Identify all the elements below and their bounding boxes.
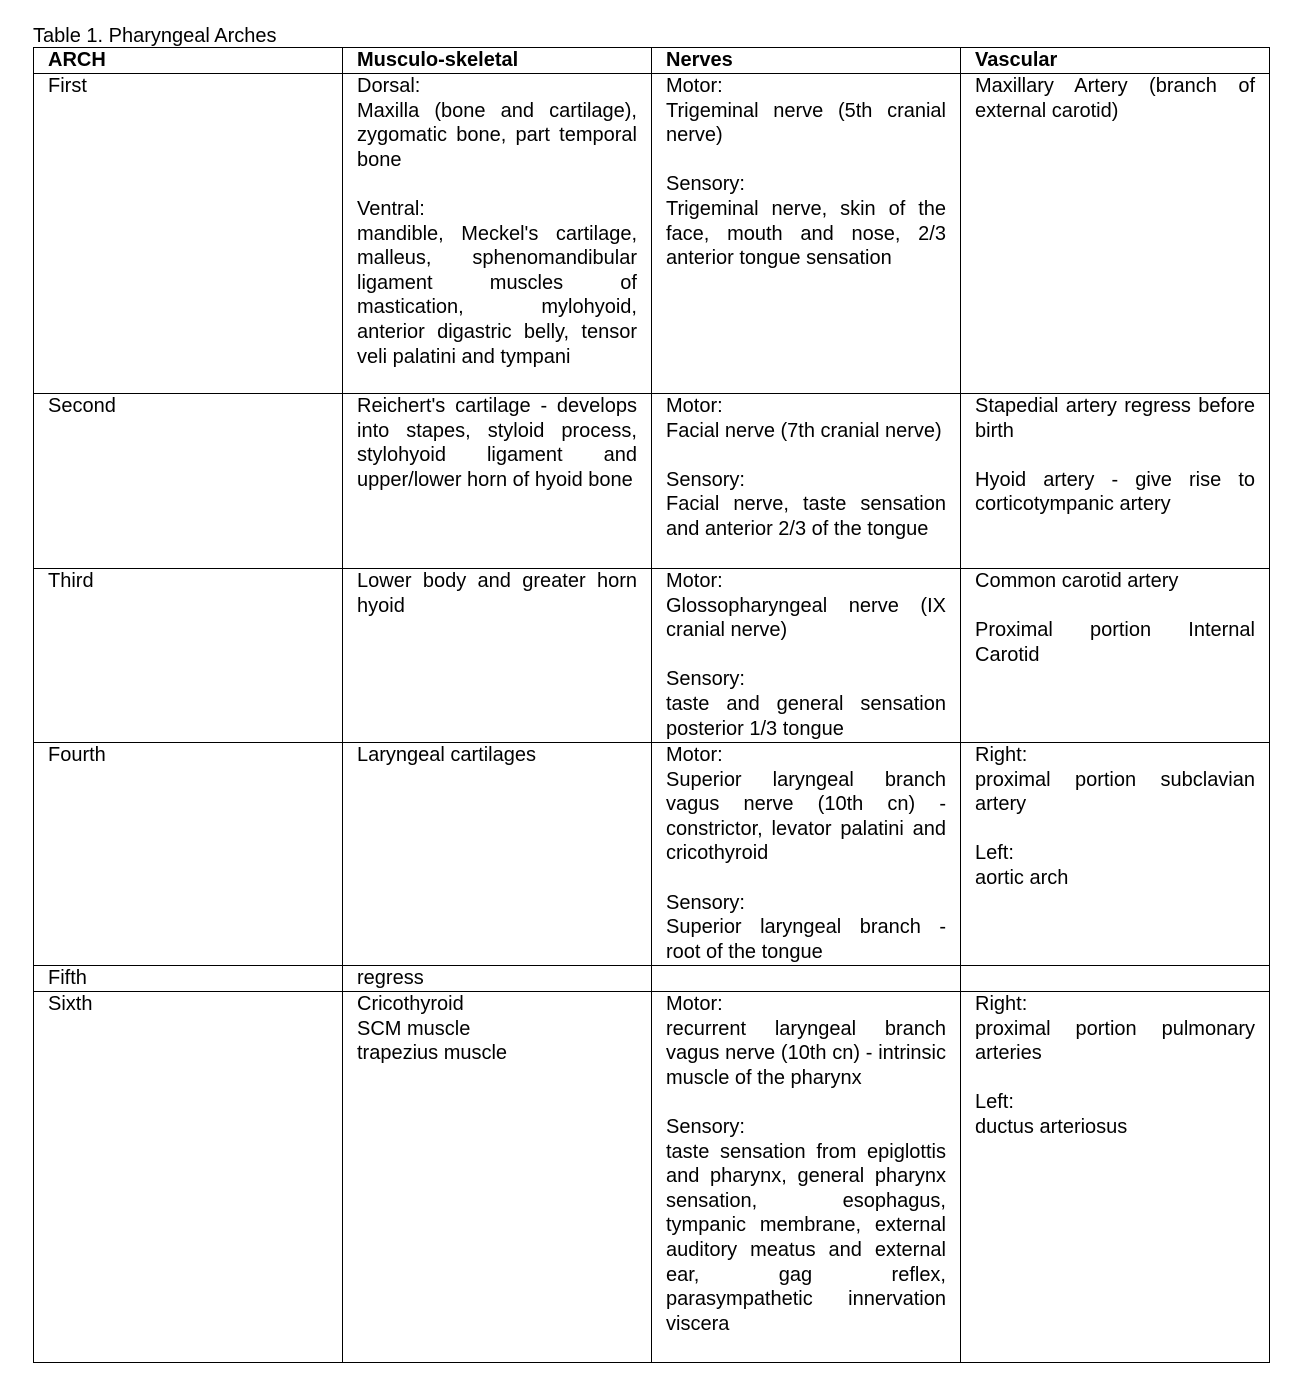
musculo-cell <box>343 992 652 1363</box>
header-vascular: Vascular <box>961 48 1270 74</box>
nerves-cell <box>652 992 961 1363</box>
sensory-text: Superior laryngeal branch - root of the tongue <box>666 916 946 963</box>
musculo-line: trapezius muscle <box>357 1042 508 1065</box>
musculo-text: Laryngeal cartilages <box>357 744 536 766</box>
vascular-text: Maxillary Artery (branch of external carotid) <box>975 75 1255 122</box>
vascular-cell <box>961 569 1270 743</box>
musculo-cell <box>343 74 652 394</box>
ventral-label: Ventral: <box>357 197 425 220</box>
table-caption: Table 1. Pharyngeal Arches <box>33 25 277 47</box>
motor-text: Glossopharyngeal nerve (IX cranial nerve) <box>666 594 946 642</box>
ventral-text: mandible, Meckel's cartilage, malleus, sphenomandibular ligament muscles of mastication, mylohyoid, anterior digastric belly, tensor veli palatini and tympani <box>357 222 637 368</box>
motor-text: Superior laryngeal branch vagus nerve (10th cn) - constrictor, levator palatini and cricothyroid <box>666 768 946 865</box>
vascular-text: Proximal portion Internal Carotid <box>975 619 1255 666</box>
nerves-cell <box>652 394 961 569</box>
header-arch: ARCH <box>34 48 343 74</box>
left-text: ductus arteriosus <box>975 1115 1128 1138</box>
table-row <box>34 74 1270 394</box>
dorsal-label: Dorsal: <box>357 75 421 97</box>
pharyngeal-arches-table <box>33 47 1270 1363</box>
sensory-text: Facial nerve, taste sensation and anterior 2/3 of the tongue <box>666 493 946 540</box>
right-label: Right: <box>975 744 1028 766</box>
nerves-cell <box>652 743 961 966</box>
table-row <box>34 394 1270 569</box>
sensory-label: Sensory: <box>666 1115 745 1138</box>
nerves-cell <box>652 966 961 992</box>
motor-label: Motor: <box>666 744 723 766</box>
musculo-cell <box>343 394 652 569</box>
sensory-label: Sensory: <box>666 668 745 691</box>
arch-cell: Fifth <box>34 966 343 992</box>
motor-text: Trigeminal nerve (5th cranial nerve) <box>666 99 946 147</box>
vascular-text: Stapedial artery regress before birth <box>975 395 1255 442</box>
table-row <box>34 743 1270 966</box>
vascular-cell <box>961 74 1270 394</box>
sensory-text: taste and general sensation posterior 1/3 tongue <box>666 692 946 740</box>
musculo-text: regress <box>357 967 424 989</box>
sensory-text: taste sensation from epiglottis and pharynx, general pharynx sensation, esophagus, tympanic membrane, external auditory meatus and external ear, gag reflex, parasympathetic innervation viscera <box>666 1140 946 1335</box>
vascular-text: Hyoid artery - give rise to corticotympanic artery <box>975 468 1255 516</box>
header-row <box>34 48 1270 74</box>
arch-cell: Fourth <box>34 743 343 966</box>
vascular-cell <box>961 394 1270 569</box>
header-musculo-skeletal: Musculo-skeletal <box>343 48 652 74</box>
musculo-cell <box>343 966 652 992</box>
musculo-cell <box>343 569 652 743</box>
motor-text: recurrent laryngeal branch vagus nerve (10th cn) - intrinsic muscle of the pharynx <box>666 1017 946 1089</box>
musculo-line: SCM muscle <box>357 1017 471 1040</box>
sensory-text: Trigeminal nerve, skin of the face, mouth and nose, 2/3 anterior tongue sensation <box>666 197 946 270</box>
arch-cell: First <box>34 74 343 394</box>
sensory-label: Sensory: <box>666 173 745 196</box>
table-row <box>34 992 1270 1363</box>
left-text: aortic arch <box>975 866 1069 889</box>
dorsal-text: Maxilla (bone and cartilage), zygomatic bone, part temporal bone <box>357 99 637 171</box>
musculo-text: Reichert's cartilage - develops into stapes, styloid process, stylohyoid ligament and upper/lower horn of hyoid bone <box>357 395 637 491</box>
left-label: Left: <box>975 1091 1014 1114</box>
motor-text: Facial nerve (7th cranial nerve) <box>666 419 942 442</box>
header-nerves: Nerves <box>652 48 961 74</box>
sensory-label: Sensory: <box>666 468 745 491</box>
right-text: proximal portion subclavian artery <box>975 768 1255 816</box>
musculo-cell <box>343 743 652 966</box>
left-label: Left: <box>975 842 1014 865</box>
vascular-cell <box>961 966 1270 992</box>
table-row <box>34 966 1270 992</box>
motor-label: Motor: <box>666 570 723 592</box>
arch-cell: Third <box>34 569 343 743</box>
vascular-cell <box>961 992 1270 1363</box>
motor-label: Motor: <box>666 993 723 1015</box>
motor-label: Motor: <box>666 75 723 97</box>
arch-cell: Second <box>34 394 343 569</box>
right-text: proximal portion pulmonary arteries <box>975 1017 1255 1065</box>
musculo-line: Cricothyroid <box>357 993 464 1015</box>
musculo-text: Lower body and greater horn hyoid <box>357 570 637 617</box>
nerves-cell <box>652 569 961 743</box>
motor-label: Motor: <box>666 395 723 417</box>
vascular-text: Common carotid artery <box>975 570 1179 592</box>
arch-cell: Sixth <box>34 992 343 1363</box>
sensory-label: Sensory: <box>666 891 745 914</box>
right-label: Right: <box>975 993 1028 1015</box>
vascular-cell <box>961 743 1270 966</box>
table-row <box>34 569 1270 743</box>
nerves-cell <box>652 74 961 394</box>
